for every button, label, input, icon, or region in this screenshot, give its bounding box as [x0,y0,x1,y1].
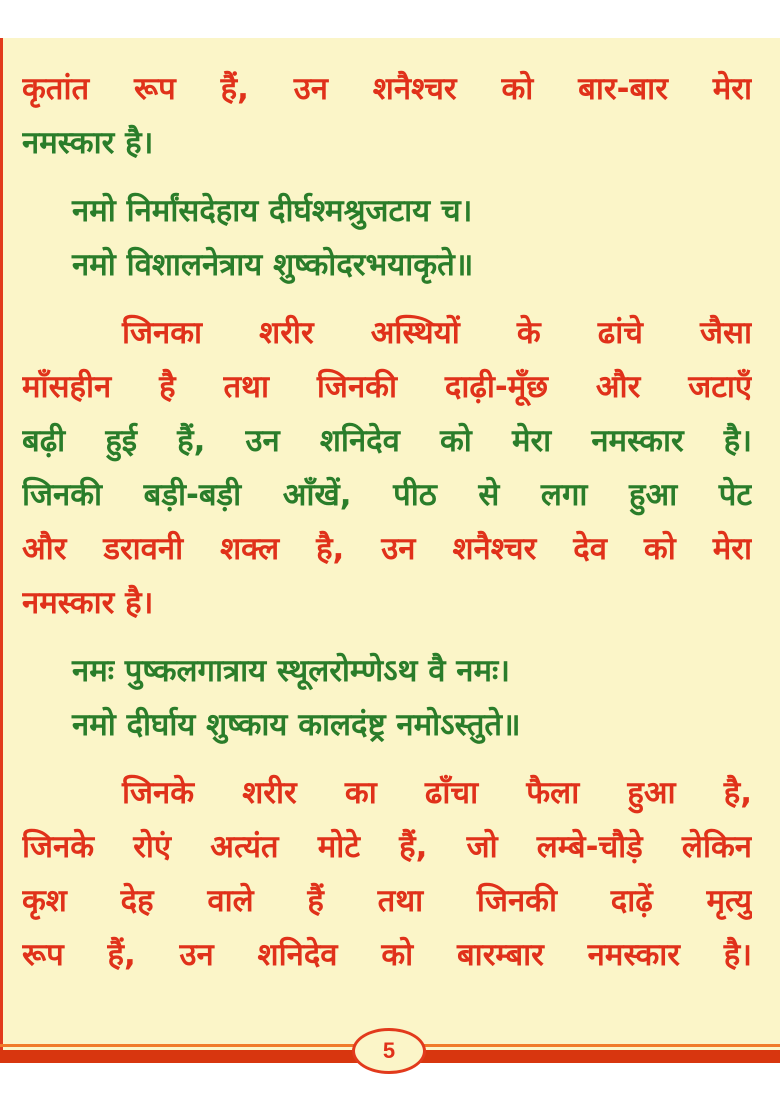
page-left-border [0,38,3,1063]
paragraph-2-line-2: माँसहीन है तथा जिनकी दाढ़ी-मूँछ और जटाएँ [22,369,752,405]
verse-2-line-2: नमो दीर्घाय शुष्काय कालदंष्ट्र नमोऽस्तुते॥ [72,707,521,743]
page-number: 5 [382,1038,396,1063]
paragraph-3-line-2: जिनके रोएं अत्यंत मोटे हैं, जो लम्बे-चौड़े लेकिन [22,829,752,865]
paragraph-2-line-1: जिनका शरीर अस्थियों के ढांचे जैसा [122,315,752,351]
paragraph-1-line-1: कृतांत रूप हैं, उन शनैश्चर को बार-बार मेरा [22,71,752,107]
verse-1-line-2: नमो विशालनेत्राय शुष्कोदरभयाकृते॥ [72,247,474,283]
paragraph-3-line-4: रूप हैं, उन शनिदेव को बारम्बार नमस्कार है। [22,937,752,973]
paragraph-3-line-3: कृश देह वाले हैं तथा जिनकी दाढ़ें मृत्यु [22,883,752,919]
paragraph-2-line-4: जिनकी बड़ी-बड़ी आँखें, पीठ से लगा हुआ पेट [22,477,752,513]
verse-2-line-1: नमः पुष्कलगात्राय स्थूलरोम्णेऽथ वै नमः। [72,653,511,689]
paragraph-3-line-1: जिनके शरीर का ढाँचा फैला हुआ है, [122,775,752,811]
paragraph-2-line-3: बढ़ी हुई हैं, उन शनिदेव को मेरा नमस्कार है। [22,423,752,459]
paragraph-2-line-6: नमस्कार है। [22,585,154,621]
paragraph-2-line-5: और डरावनी शक्ल है, उन शनैश्चर देव को मेरा [22,531,752,567]
page-number-badge [352,1028,426,1074]
page-content [22,62,752,982]
paragraph-1-line-2: नमस्कार है। [22,125,154,161]
verse-1-line-1: नमो निर्मांसदेहाय दीर्घश्मश्रुजटाय च। [72,193,473,229]
